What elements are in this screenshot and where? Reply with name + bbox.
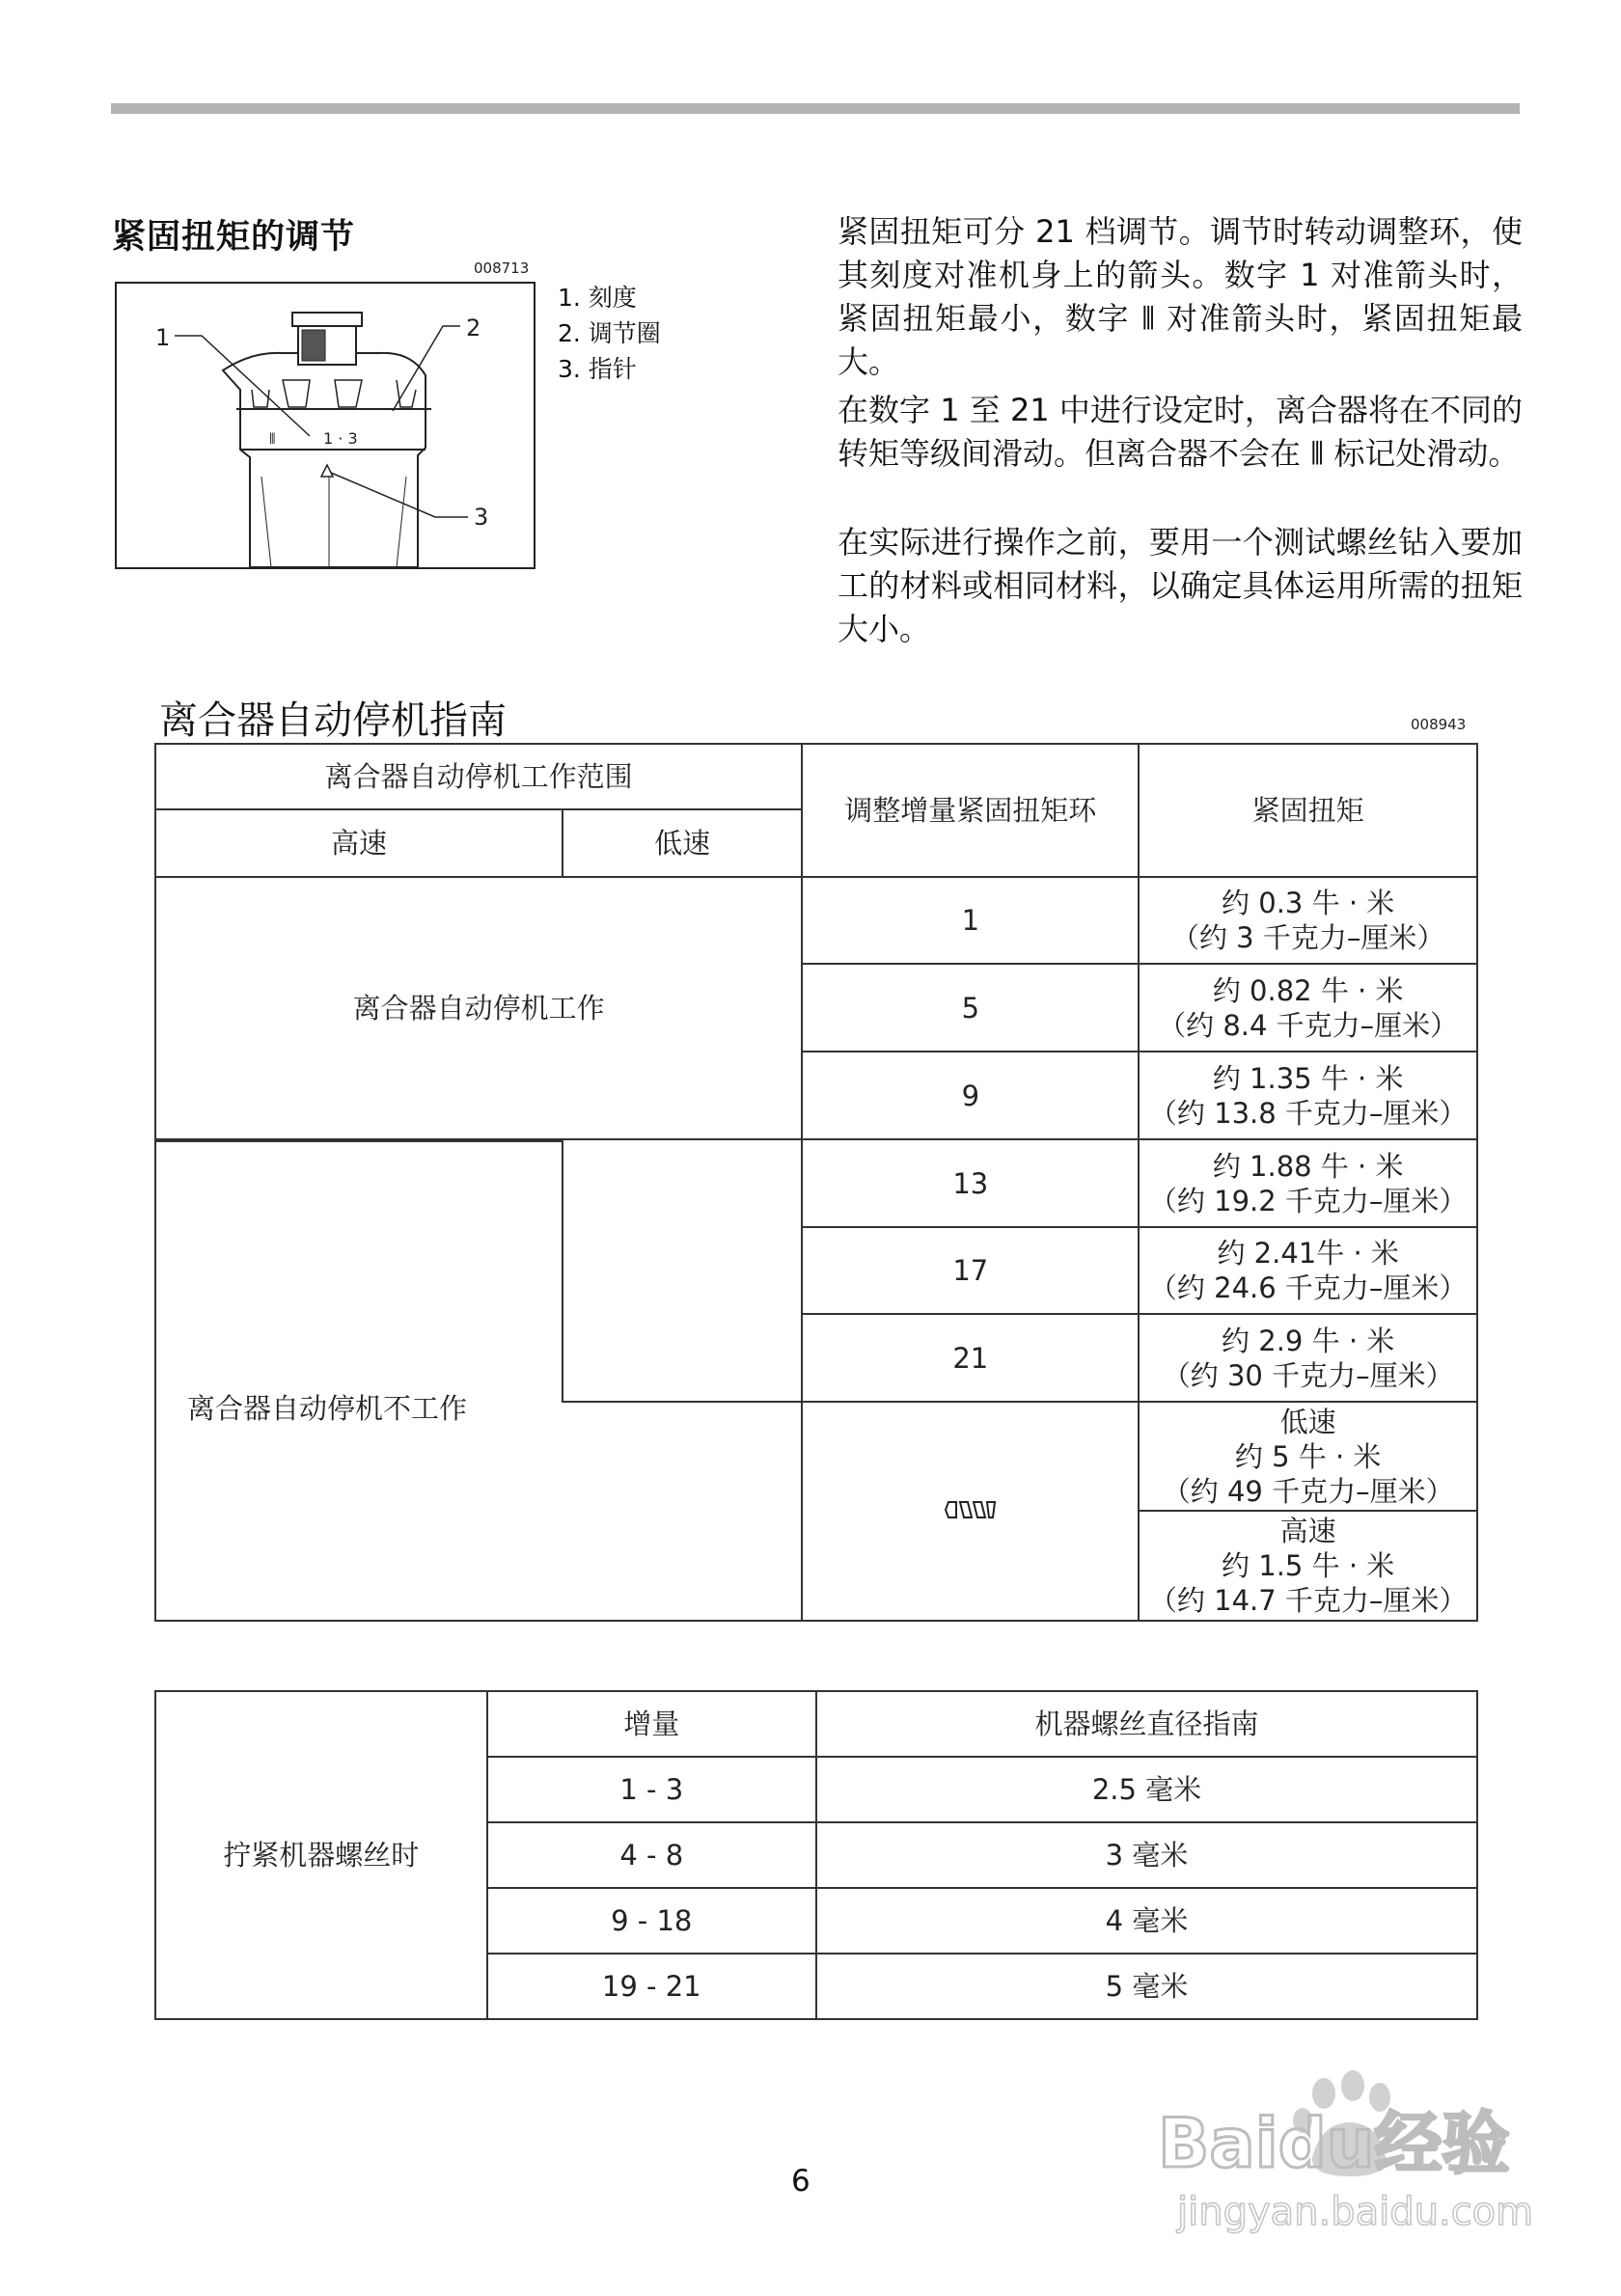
table1-code: 008943: [1411, 716, 1467, 733]
paragraph-3: 在实际进行操作之前，要用一个测试螺丝钻入要加工的材料或相同材料，以确定具体运用所需的扭矩大小。: [838, 524, 1523, 647]
header-guide: 机器螺丝直径指南: [816, 1691, 1477, 1757]
header-torque: 紧固扭矩: [1139, 744, 1477, 877]
torque-cell: 约 2.9 牛 · 米 （约 30 千克力–厘米）: [1139, 1314, 1477, 1402]
torque-cell: 高速 约 1.5 牛 · 米 （约 14.7 千克力–厘米）: [1139, 1511, 1477, 1621]
drill-mode-icon: [945, 1498, 997, 1521]
header-range: 离合器自动停机工作范围: [155, 744, 802, 809]
setting-cell: 21: [802, 1314, 1139, 1402]
diameter-cell: 4 毫米: [816, 1888, 1477, 1954]
svg-text:⦀: ⦀: [269, 430, 276, 448]
baidu-watermark: [1158, 2064, 1563, 2248]
setting-cell: 13: [802, 1139, 1139, 1227]
scale-text: 1 · 3: [323, 429, 358, 448]
legend-item: 3. 指针: [558, 355, 637, 383]
torque-cell: 约 0.82 牛 · 米 （约 8.4 千克力–厘米）: [1139, 964, 1477, 1052]
header-increment: 增量: [487, 1691, 817, 1757]
increment-cell: 19 - 21: [487, 1954, 817, 2019]
legend-item: 2. 调节圈: [558, 319, 661, 347]
drill-figure: [115, 282, 536, 569]
row-label-cell: 拧紧机器螺丝时: [155, 1691, 487, 2019]
callout-3: 3: [474, 504, 489, 531]
header-rule: [111, 103, 1520, 114]
legend-item: 1. 刻度: [558, 284, 637, 312]
not-works-cell: [155, 1139, 563, 1621]
table1-title: 离合器自动停机指南: [159, 698, 507, 743]
increment-cell: 9 - 18: [487, 1888, 817, 1954]
section-title: 紧固扭矩的调节: [112, 218, 356, 257]
not-works-label: 离合器自动停机不工作: [187, 1392, 468, 1425]
clutch-table: [154, 743, 1478, 1622]
setting-cell: 1: [802, 877, 1139, 964]
works-low-speed-cell: [563, 1139, 802, 1402]
setting-cell: 17: [802, 1227, 1139, 1314]
diameter-cell: 2.5 毫米: [816, 1757, 1477, 1822]
screw-table: [154, 1690, 1478, 2020]
header-low: 低速: [563, 809, 802, 877]
torque-cell: 约 0.3 牛 · 米 （约 3 千克力–厘米）: [1139, 877, 1477, 964]
callout-1: 1: [155, 324, 171, 351]
page-number: 6: [791, 2164, 810, 2199]
figure-code: 008713: [474, 260, 530, 277]
setting-cell: 9: [802, 1052, 1139, 1139]
not-works-low-speed-cell: [563, 1402, 802, 1621]
setting-cell: 5: [802, 964, 1139, 1052]
paragraph-2: 在数字 1 至 21 中进行设定时，离合器将在不同的转矩等级间滑动。但离合器不会在 ⦀ 标记处滑动。: [838, 392, 1523, 472]
header-high: 高速: [155, 809, 563, 877]
torque-cell: 约 1.35 牛 · 米 （约 13.8 千克力–厘米）: [1139, 1052, 1477, 1139]
torque-cell: 约 2.41牛 · 米 （约 24.6 千克力–厘米）: [1139, 1227, 1477, 1314]
watermark-brand: Baidu经验: [1158, 2104, 1510, 2183]
works-cell: 离合器自动停机工作: [155, 877, 802, 1139]
figure-legend: [558, 280, 661, 387]
increment-cell: 4 - 8: [487, 1822, 817, 1888]
diameter-cell: 5 毫米: [816, 1954, 1477, 2019]
header-ring: 调整增量紧固扭矩环: [802, 744, 1139, 877]
torque-cell: 约 1.88 牛 · 米 （约 19.2 千克力–厘米）: [1139, 1139, 1477, 1227]
callout-2: 2: [466, 314, 481, 342]
torque-cell: 低速 约 5 牛 · 米 （约 49 千克力–厘米）: [1139, 1402, 1477, 1511]
increment-cell: 1 - 3: [487, 1757, 817, 1822]
drill-mode-cell: [802, 1402, 1139, 1621]
drill-illustration: [117, 284, 534, 567]
diameter-cell: 3 毫米: [816, 1822, 1477, 1888]
watermark-url: jingyan.baidu.com: [1177, 2190, 1534, 2234]
paragraph-1: 紧固扭矩可分 21 档调节。调节时转动调整环，使其刻度对准机身上的箭头。数字 1 对准箭头时，紧固扭矩最小，数字 ⦀ 对准箭头时，紧固扭矩最大。: [838, 213, 1523, 380]
